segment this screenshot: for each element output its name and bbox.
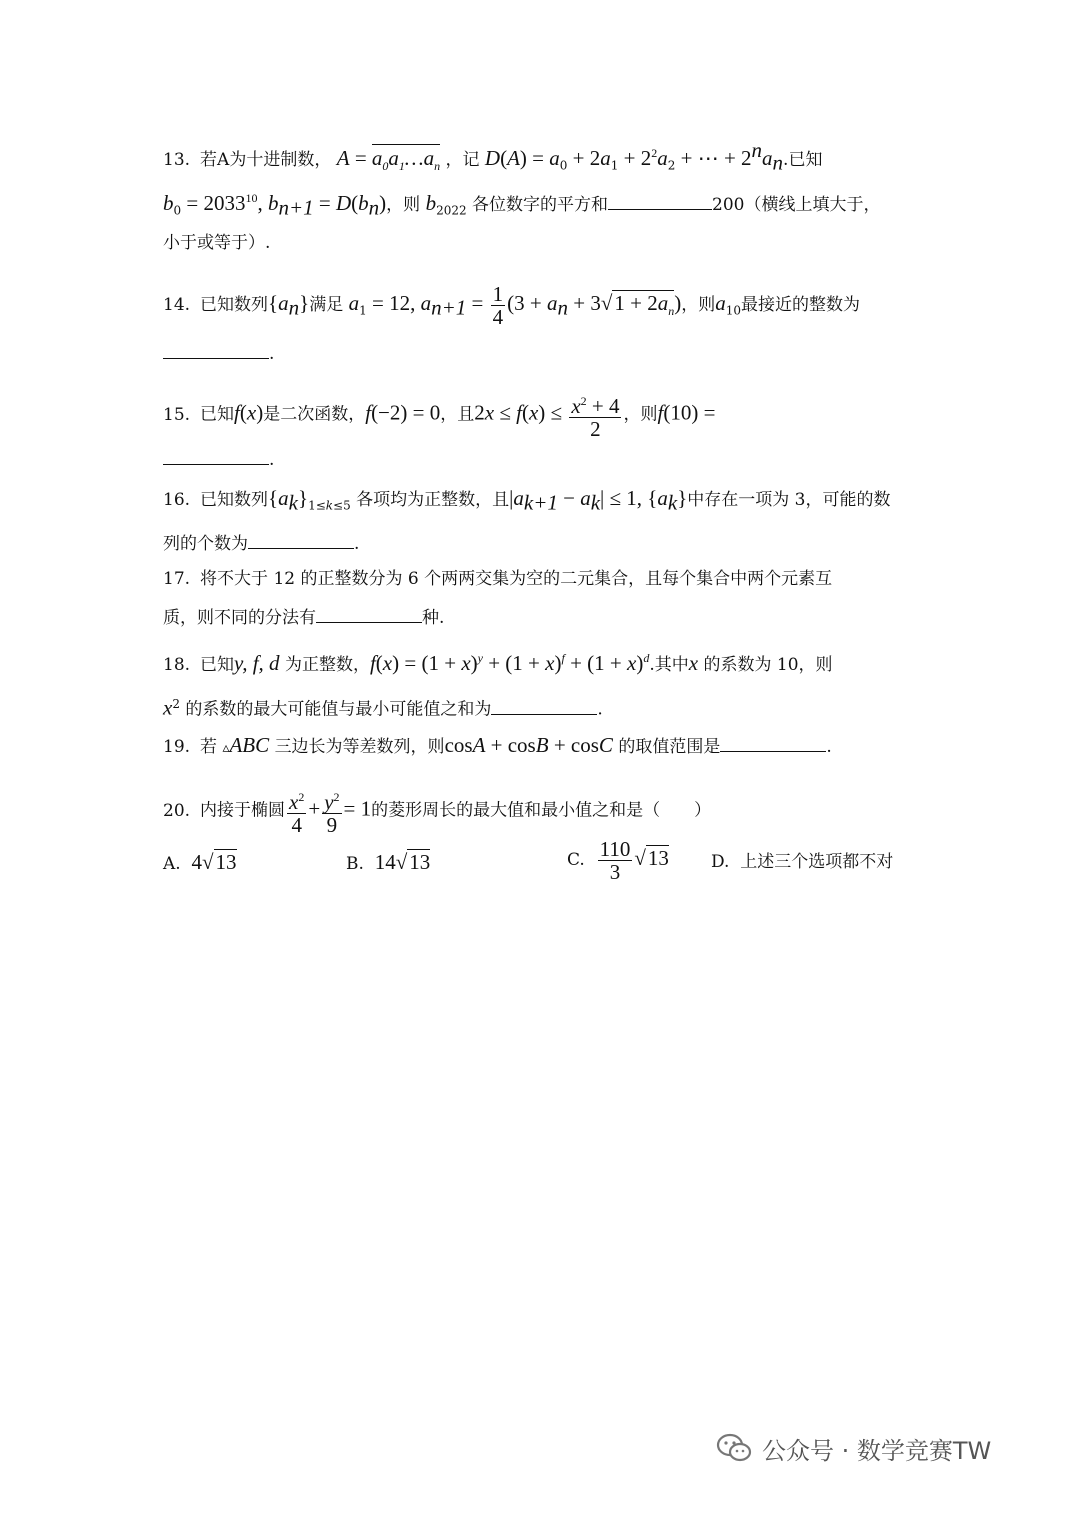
option-d[interactable]: D. 上述三个选项都不对 bbox=[711, 852, 894, 872]
question-19-line-1: 19. 若 ▵ABC 三边长为等差数列，则cosA + cosB + cosC 的取值范围是 . bbox=[163, 733, 832, 757]
question-13-line-2: $b_0 = 2033^{10}$, $b_{n+1} = D(b_n)$，则 $b_{2022}$ 各位数字的平方和 200（横线上填大于， bbox=[163, 191, 881, 220]
option-b[interactable]: B. 14√13 bbox=[346, 850, 431, 874]
question-14-line-2: . bbox=[163, 340, 923, 366]
option-c[interactable]: C. $\frac{110}{3}$ √13 bbox=[567, 837, 669, 884]
watermark-text: 公众号 · 数学竞赛TW bbox=[762, 1436, 992, 1465]
question-17-line-1: 17. 将不大于 12 的正整数分为 6 个两两交集为空的二元集合，且每个集合中两个元素互 bbox=[163, 569, 833, 589]
watermark bbox=[716, 1428, 991, 1468]
question-17-line-2: 质，则不同的分法有 种. bbox=[163, 604, 923, 630]
answer-blank-13[interactable] bbox=[608, 191, 712, 210]
answer-blank-16[interactable] bbox=[248, 530, 354, 549]
answer-blank-19[interactable] bbox=[720, 733, 826, 752]
question-15-line-1: 15. 已知f(x)是二次函数，f(−2) = 0，且2x ≤ f(x) ≤ $\frac{x^2 + 4}{2}$ ，则f(10) = bbox=[163, 390, 923, 440]
wechat-icon bbox=[716, 1433, 752, 1463]
answer-blank-17[interactable] bbox=[316, 604, 422, 623]
answer-blank-15[interactable] bbox=[163, 446, 269, 465]
question-16-line-1: 16. 已知数列$\{a_k\}_{1\le k\le 5}$ 各项均为正整数，且$|a_{k+1} - a_k| \le 1$, $\{a_k\}$中存在一项为 3，可能的数 bbox=[163, 486, 891, 515]
question-18-line-1: 18. 已知y, f, d 为正整数，$f(x) = (1 + x)^y + (1 + x)^f + (1 + x)^d$.其中x 的系数为 10，则 bbox=[163, 651, 833, 675]
question-16-line-2: 列的个数为 . bbox=[163, 530, 923, 556]
question-13-line-3: 小于或等于）. bbox=[163, 233, 271, 253]
question-14-line-1: 14. 已知数列$\{a_n\}$满足 $a_1 = 12$, $a_{n+1}$ = $\frac{1}{4}$ $(3 + a_n + 3√1 + 2a_n)$，则$a_{10}$最接近的整数为 bbox=[163, 282, 860, 329]
question-13-line-1: 13. 若A为十进制数， $A = a_0a_1\dots a_n$ ，记 $D(A) = a_0 + 2a_1 + 2^2a_2$ + ⋯ + $2^na_n$.已知 bbox=[163, 138, 823, 175]
question-18-line-2: $x^2$ 的系数的最大可能值与最小可能值之和为 . bbox=[163, 695, 603, 720]
option-a[interactable]: A. 4√13 bbox=[163, 850, 237, 874]
answer-blank-14[interactable] bbox=[163, 340, 269, 359]
question-20-line-1: 20. 内接于椭圆 $\frac{x^2}{4}$ + $\frac{y^2}{9}$ = 1的菱形周长的最大值和最小值之和是（ ） bbox=[163, 786, 923, 836]
answer-blank-18[interactable] bbox=[491, 696, 597, 715]
question-15-line-2: . bbox=[163, 446, 923, 472]
